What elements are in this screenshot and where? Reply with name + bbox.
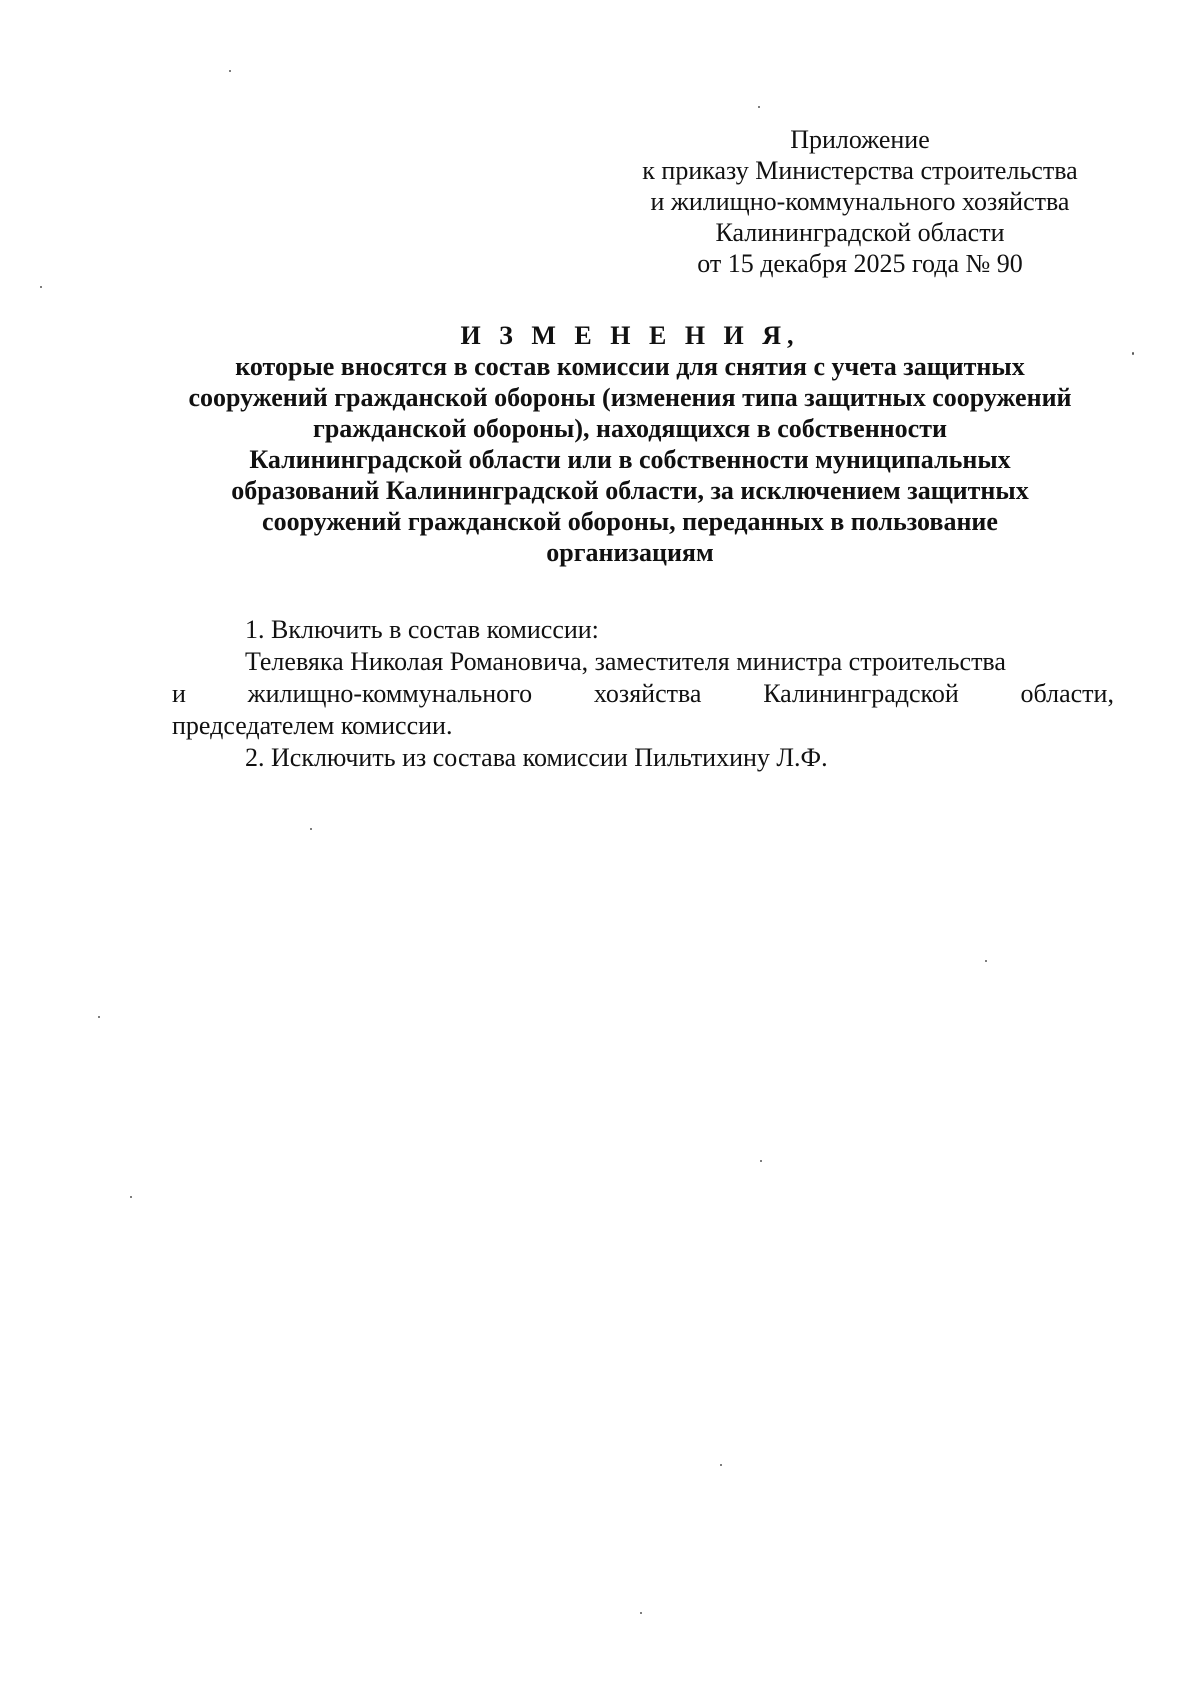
justified-word: хозяйства bbox=[593, 679, 702, 708]
item-1-detail-line-3: председателем комиссии. bbox=[172, 711, 453, 740]
heading-line-6: сооружений гражданской обороны, переданных в пользование bbox=[262, 507, 998, 536]
justified-word: жилищно-коммунального bbox=[247, 679, 533, 708]
scan-speck bbox=[985, 960, 987, 962]
item-1-include: 1. Включить в состав комиссии: bbox=[245, 615, 599, 644]
justified-word: и bbox=[172, 679, 186, 708]
heading-line-3: гражданской обороны), находящихся в собственности bbox=[313, 414, 947, 443]
item-2-exclude: 2. Исключить из состава комиссии Пильтихину Л.Ф. bbox=[245, 743, 828, 772]
scan-speck bbox=[720, 1464, 722, 1466]
heading-line-1: которые вносятся в состав комиссии для снятия с учета защитных bbox=[235, 352, 1025, 381]
scan-speck bbox=[40, 286, 42, 288]
heading-line-5: образований Калининградской области, за исключением защитных bbox=[231, 476, 1029, 505]
scan-speck bbox=[760, 1160, 762, 1162]
heading-title: И З М Е Н Е Н И Я, bbox=[460, 321, 800, 350]
scan-speck bbox=[310, 828, 312, 830]
appendix-date-number: от 15 декабря 2025 года № 90 bbox=[697, 249, 1023, 278]
document-body bbox=[172, 614, 1114, 774]
heading-line-2: сооружений гражданской обороны (изменения типа защитных сооружений bbox=[188, 383, 1072, 412]
appendix-region-line: Калининградской области bbox=[715, 218, 1005, 247]
item-1-detail-line-2 bbox=[172, 678, 1114, 710]
document-heading bbox=[150, 320, 1110, 568]
scan-speck bbox=[1132, 352, 1134, 355]
appendix-order-line: к приказу Министерства строительства bbox=[642, 156, 1078, 185]
heading-line-4: Калининградской области или в собственности муниципальных bbox=[249, 445, 1011, 474]
justified-word: Калининградской bbox=[763, 679, 959, 708]
appendix-ministry-line: и жилищно-коммунального хозяйства bbox=[650, 187, 1070, 216]
appendix-title: Приложение bbox=[790, 125, 930, 154]
appendix-block bbox=[600, 124, 1120, 279]
scan-speck bbox=[98, 1016, 100, 1018]
scan-speck bbox=[640, 1612, 642, 1614]
scan-speck bbox=[758, 106, 760, 108]
scan-speck bbox=[229, 70, 231, 72]
heading-line-7: организациям bbox=[546, 538, 714, 567]
justified-word: области, bbox=[1020, 679, 1114, 708]
scan-speck bbox=[130, 1196, 132, 1198]
item-1-detail-line-1: Телевяка Николая Романовича, заместителя министра строительства bbox=[245, 647, 1006, 676]
